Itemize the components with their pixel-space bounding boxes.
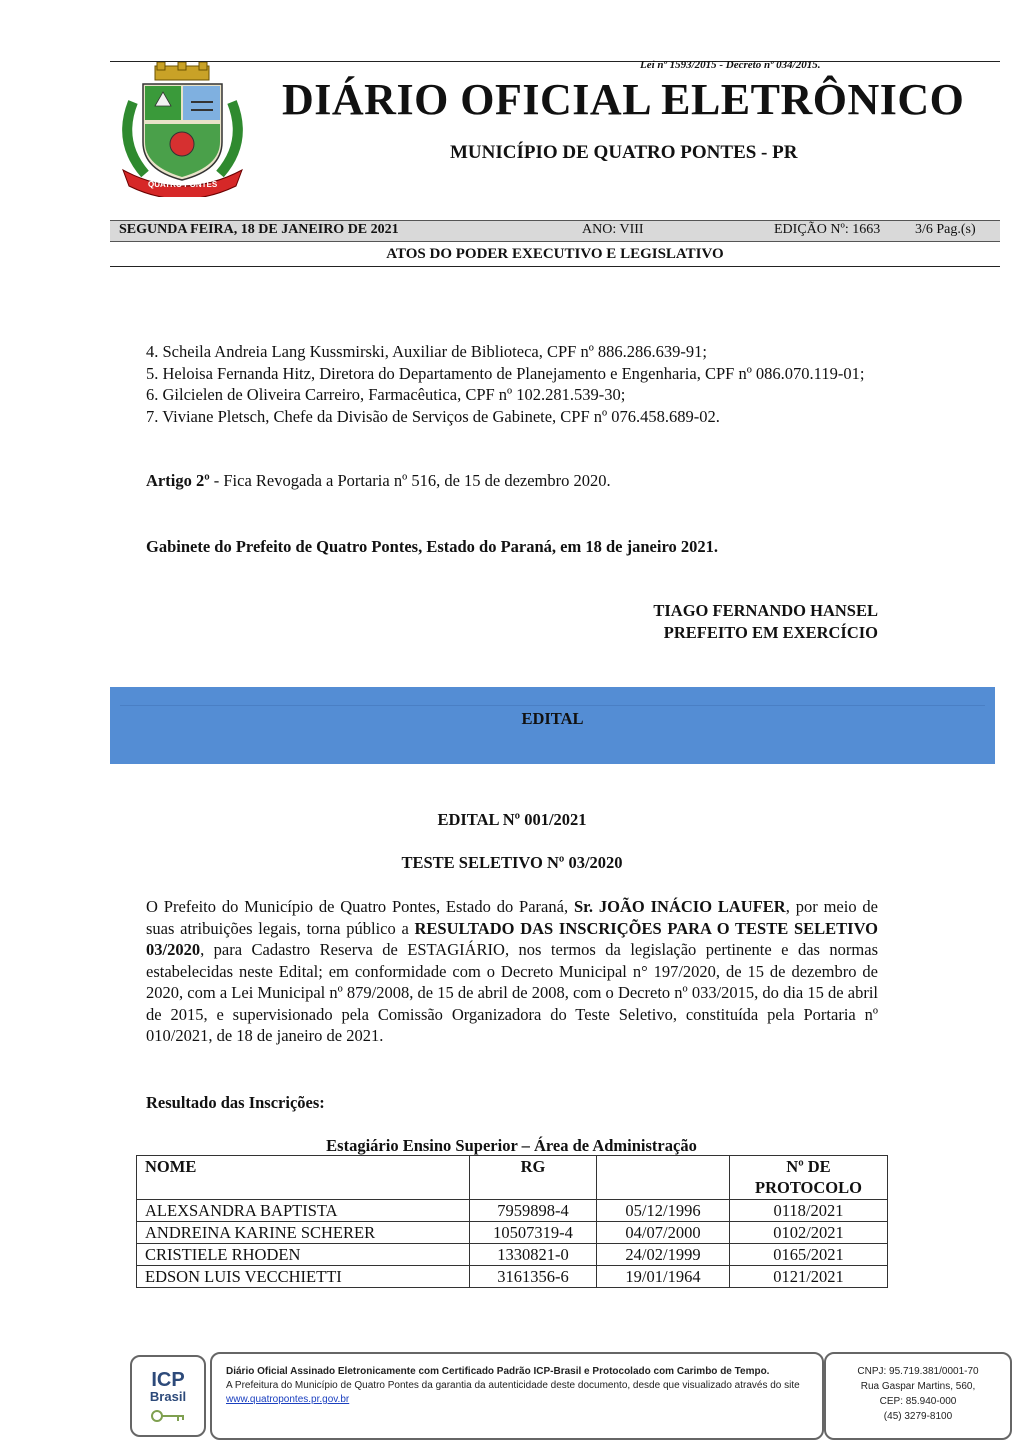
cell-birthdate: 05/12/1996	[597, 1200, 730, 1222]
website-link[interactable]: www.quatropontes.pr.gov.br	[226, 1394, 350, 1405]
table-row	[137, 1200, 888, 1222]
cell-rg: 1330821-0	[470, 1244, 597, 1266]
cell-birthdate: 24/02/1999	[597, 1244, 730, 1266]
column-header: Nº DE PROTOCOLO	[730, 1156, 888, 1200]
table-row	[137, 1266, 888, 1288]
column-header: RG	[470, 1156, 597, 1200]
table-row	[137, 1244, 888, 1266]
list-item: 4. Scheila Andreia Lang Kussmirski, Auxiliar de Biblioteca, CPF nº 886.286.639-91;	[146, 342, 708, 361]
cell-name: ALEXSANDRA BAPTISTA	[137, 1200, 470, 1222]
section-title: ATOS DO PODER EXECUTIVO E LEGISLATIVO	[386, 246, 724, 262]
signer-role: PREFEITO EM EXERCÍCIO	[663, 623, 878, 642]
edition-info-bar	[110, 220, 1000, 242]
municipality-name: MUNICÍPIO DE QUATRO PONTES - PR	[450, 142, 798, 163]
table-caption: Estagiário Ensino Superior – Área de Administração	[326, 1136, 697, 1155]
address-box	[824, 1352, 1012, 1440]
crest-ribbon-text: QUATRO PONTES	[148, 180, 218, 189]
inscriptions-table	[136, 1155, 888, 1288]
cell-protocol: 0165/2021	[730, 1244, 888, 1266]
section-rule	[110, 266, 1000, 267]
certification-body: A Prefeitura do Município de Quatro Pontes da garantia da autenticidade deste documento, desde que visualizado através do site	[226, 1380, 800, 1391]
edital-intro-paragraph	[146, 896, 878, 1047]
cell-birthdate: 19/01/1964	[597, 1266, 730, 1288]
certification-title: Diário Oficial Assinado Eletronicamente com Certificado Padrão ICP-Brasil e Protocolado com Carimbo de Tempo.	[226, 1366, 770, 1377]
table-row	[137, 1222, 888, 1244]
postal-code: CEP: 85.940-000	[879, 1396, 957, 1407]
law-reference: Lei nº 1593/2015 - Decreto nº 034/2015.	[640, 59, 821, 71]
edition-year: ANO: VIII	[582, 222, 644, 237]
signer-name: TIAGO FERNANDO HANSEL	[653, 601, 878, 620]
cell-birthdate: 04/07/2000	[597, 1222, 730, 1244]
municipal-crest-logo	[115, 62, 250, 197]
article-2	[146, 470, 878, 492]
cell-protocol: 0121/2021	[730, 1266, 888, 1288]
cell-rg: 10507319-4	[470, 1222, 597, 1244]
edition-number: EDIÇÃO Nº: 1663	[774, 222, 881, 237]
key-icon	[150, 1409, 188, 1423]
cell-name: ANDREINA KARINE SCHERER	[137, 1222, 470, 1244]
edital-banner-label: EDITAL	[521, 709, 584, 728]
intro-text: , para Cadastro Reserva de ESTAGIÁRIO, nos termos da legislação pertinente e das normas estabelecidas neste Edital; em conformidade com o Decreto Municipal n° 197/2020, de 15 de dezembro de 2020, com a Lei Municipal nº 879/2008, de 15 de abril de 2008, com o Decreto nº 033/2015, do dia 15 de abril de 2015, e supervisionado pela Comissão Organizadora do Teste Seletivo, constituída pela Portaria nº 010/2021, de 18 de janeiro de 2021.	[146, 940, 878, 1045]
cell-protocol: 0118/2021	[730, 1200, 888, 1222]
result-highlight: RESULTADO DAS INSCRIÇÕES PARA O TESTE SELETIVO 03/2020	[146, 918, 879, 959]
page-count: 3/6 Pag.(s)	[915, 222, 976, 237]
certification-text	[226, 1365, 811, 1407]
cell-name: EDSON LUIS VECCHIETTI	[137, 1266, 470, 1288]
cell-rg: 7959898-4	[470, 1200, 597, 1222]
article-text: - Fica Revogada a Portaria nº 516, de 15 de dezembro 2020.	[209, 471, 611, 490]
mayor-name: Sr. JOÃO INÁCIO LAUFER	[573, 897, 786, 916]
list-item: 5. Heloisa Fernanda Hitz, Diretora do Departamento de Planejamento e Engenharia, CPF nº 086.070.119-01;	[146, 363, 865, 383]
table-header-row	[137, 1156, 888, 1200]
cell-name: CRISTIELE RHODEN	[137, 1244, 470, 1266]
appointee-list	[146, 341, 878, 427]
closing-line: Gabinete do Prefeito de Quatro Pontes, Estado do Paraná, em 18 de janeiro 2021.	[146, 537, 718, 556]
address-lines	[826, 1364, 1010, 1424]
edition-date: SEGUNDA FEIRA, 18 DE JANEIRO DE 2021	[119, 222, 399, 237]
street-address: Rua Gaspar Martins, 560,	[860, 1381, 976, 1392]
certification-box	[210, 1352, 824, 1440]
icp-brasil-badge	[130, 1355, 206, 1437]
edital-number: EDITAL Nº 001/2021	[437, 810, 587, 829]
article-label: Artigo 2º	[146, 471, 210, 490]
icp-logo-subtext: Brasil	[149, 1389, 187, 1404]
cell-protocol: 0102/2021	[730, 1222, 888, 1244]
footer	[130, 1352, 1010, 1438]
cell-rg: 3161356-6	[470, 1266, 597, 1288]
intro-text: , por meio de suas atribuições legais, torna público a	[146, 897, 878, 938]
intro-text: O Prefeito do Município de Quatro Pontes, Estado do Paraná,	[146, 897, 574, 916]
list-item: 6. Gilcielen de Oliveira Carreiro, Farmacêutica, CPF nº 102.281.539-30;	[146, 385, 626, 404]
results-heading: Resultado das Inscrições:	[146, 1093, 325, 1112]
newspaper-title: DIÁRIO OFICIAL ELETRÔNICO	[282, 75, 965, 124]
signature-block	[560, 600, 878, 644]
column-header	[597, 1156, 730, 1200]
edital-subtitle: TESTE SELETIVO Nº 03/2020	[401, 853, 623, 872]
list-item: 7. Viviane Pletsch, Chefe da Divisão de Serviços de Gabinete, CPF nº 076.458.689-02.	[146, 406, 720, 426]
icp-logo-text: ICP	[151, 1369, 185, 1391]
column-header: NOME	[137, 1156, 470, 1200]
phone: (45) 3279-8100	[883, 1411, 953, 1422]
banner-inner-line	[120, 705, 985, 706]
cnpj: CNPJ: 95.719.381/0001-70	[857, 1366, 979, 1377]
